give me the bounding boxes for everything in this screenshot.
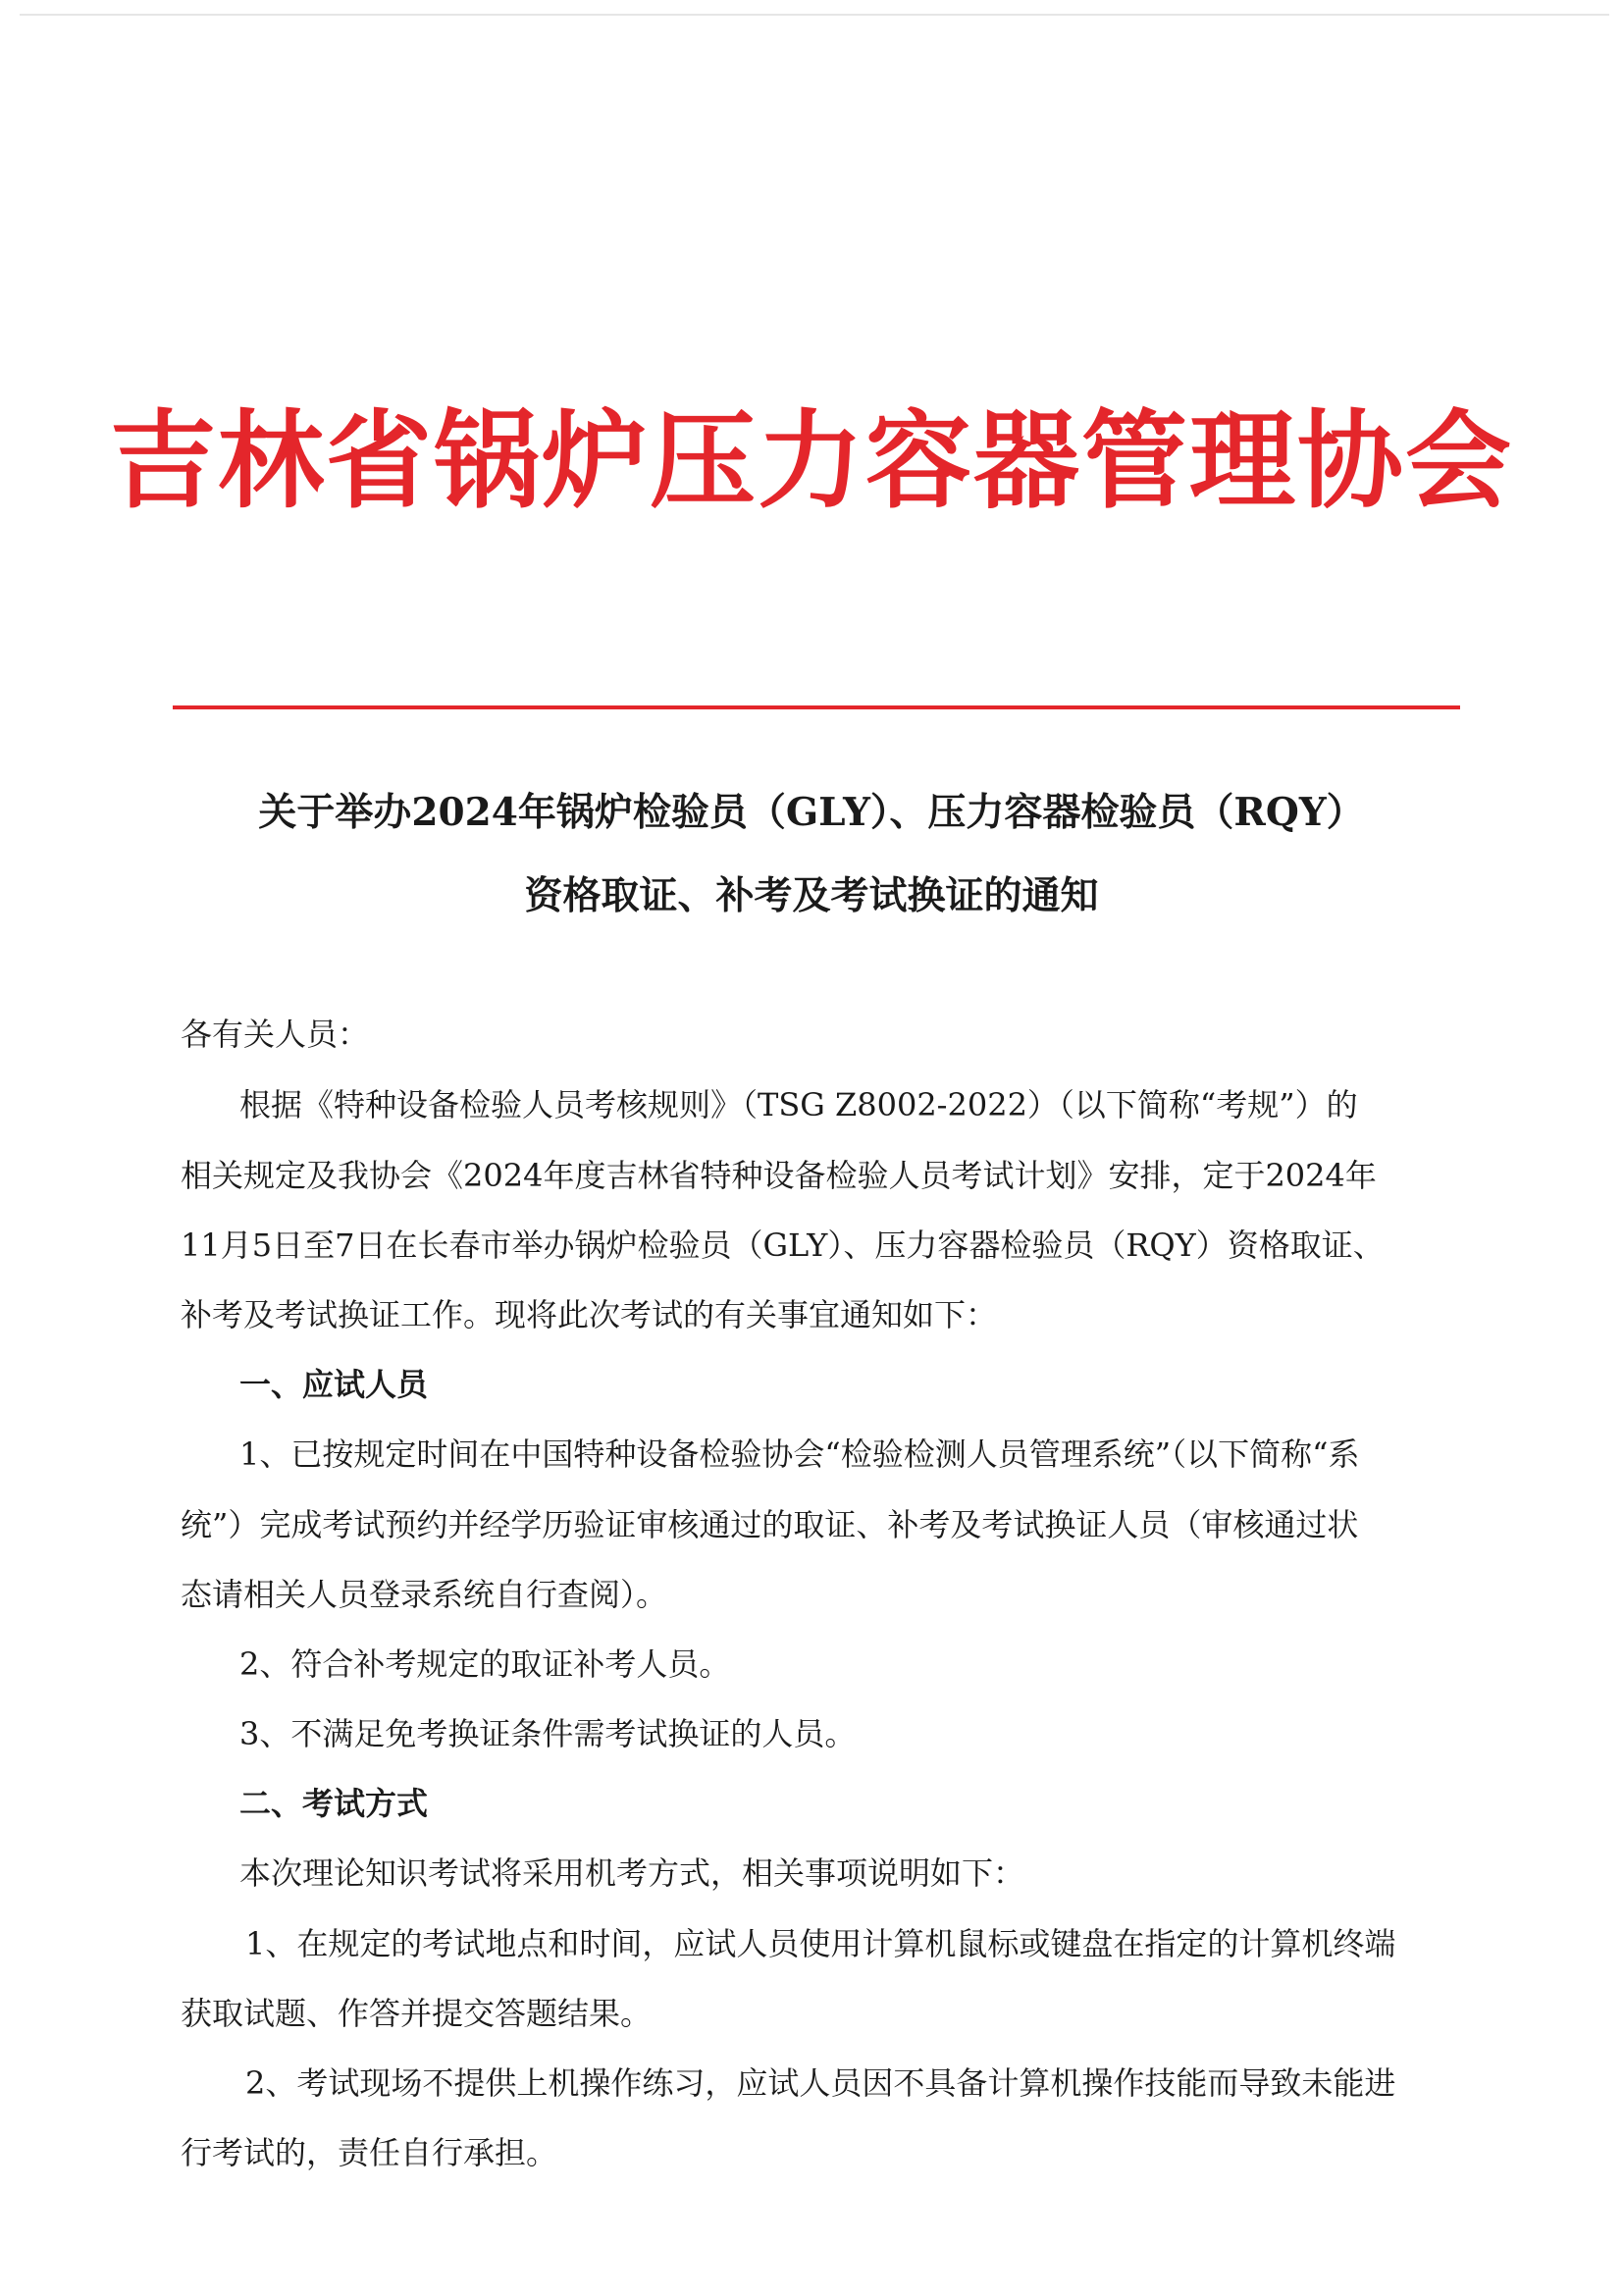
section-2-item-2-line-1: 2、考试现场不提供上机操作练习，应试人员因不具备计算机操作技能而导致未能进 [245,2064,1396,2102]
section-1-item-3: 3、不满足免考换证条件需考试换证的人员。 [239,1715,857,1752]
intro-line-4: 补考及考试换证工作。现将此次考试的有关事宜通知如下： [181,1296,998,1333]
section-2-heading: 二、考试方式 [239,1785,429,1822]
section-1-item-1-line-3: 态请相关人员登录系统自行查阅）。 [181,1576,668,1613]
section-1-heading: 一、应试人员 [239,1366,429,1403]
letterhead-red-rule [173,705,1460,709]
section-2-item-2-line-2: 行考试的，责任自行承担。 [181,2134,558,2171]
section-2-item-1-line-2: 获取试题、作答并提交答题结果。 [181,1995,653,2032]
section-1-item-1-line-2: 统”）完成考试预约并经学历验证审核通过的取证、补考及考试换证人员（审核通过状 [181,1506,1359,1543]
intro-line-1: 根据《特种设备检验人员考核规则》（TSG Z8002-2022）（以下简称“考规”）的 [239,1086,1358,1123]
section-1-item-2: 2、符合补考规定的取证补考人员。 [239,1645,731,1683]
intro-line-3: 11月5日至7日在长春市举办锅炉检验员（GLY）、压力容器检验员（RQY）资格取证、 [181,1226,1385,1264]
organization-letterhead: 吉林省锅炉压力容器管理协会 [109,399,1513,523]
salutation: 各有关人员： [181,1016,370,1053]
notice-title-line-1: 关于举办2024年锅炉检验员（GLY）、压力容器检验员（RQY） [258,790,1365,835]
section-2-item-1-line-1: 1、在规定的考试地点和时间，应试人员使用计算机鼠标或键盘在指定的计算机终端 [245,1925,1396,1962]
section-1-item-1-line-1: 1、已按规定时间在中国特种设备检验协会“检验检测人员管理系统”（以下简称“系 [239,1435,1360,1473]
notice-title-line-2: 资格取证、补考及考试换证的通知 [524,873,1099,918]
section-2-intro: 本次理论知识考试将采用机考方式，相关事项说明如下： [239,1854,1025,1892]
intro-line-2: 相关规定及我协会《2024年度吉林省特种设备检验人员考试计划》安排，定于2024年 [181,1157,1377,1194]
scan-edge-line [20,14,1609,16]
